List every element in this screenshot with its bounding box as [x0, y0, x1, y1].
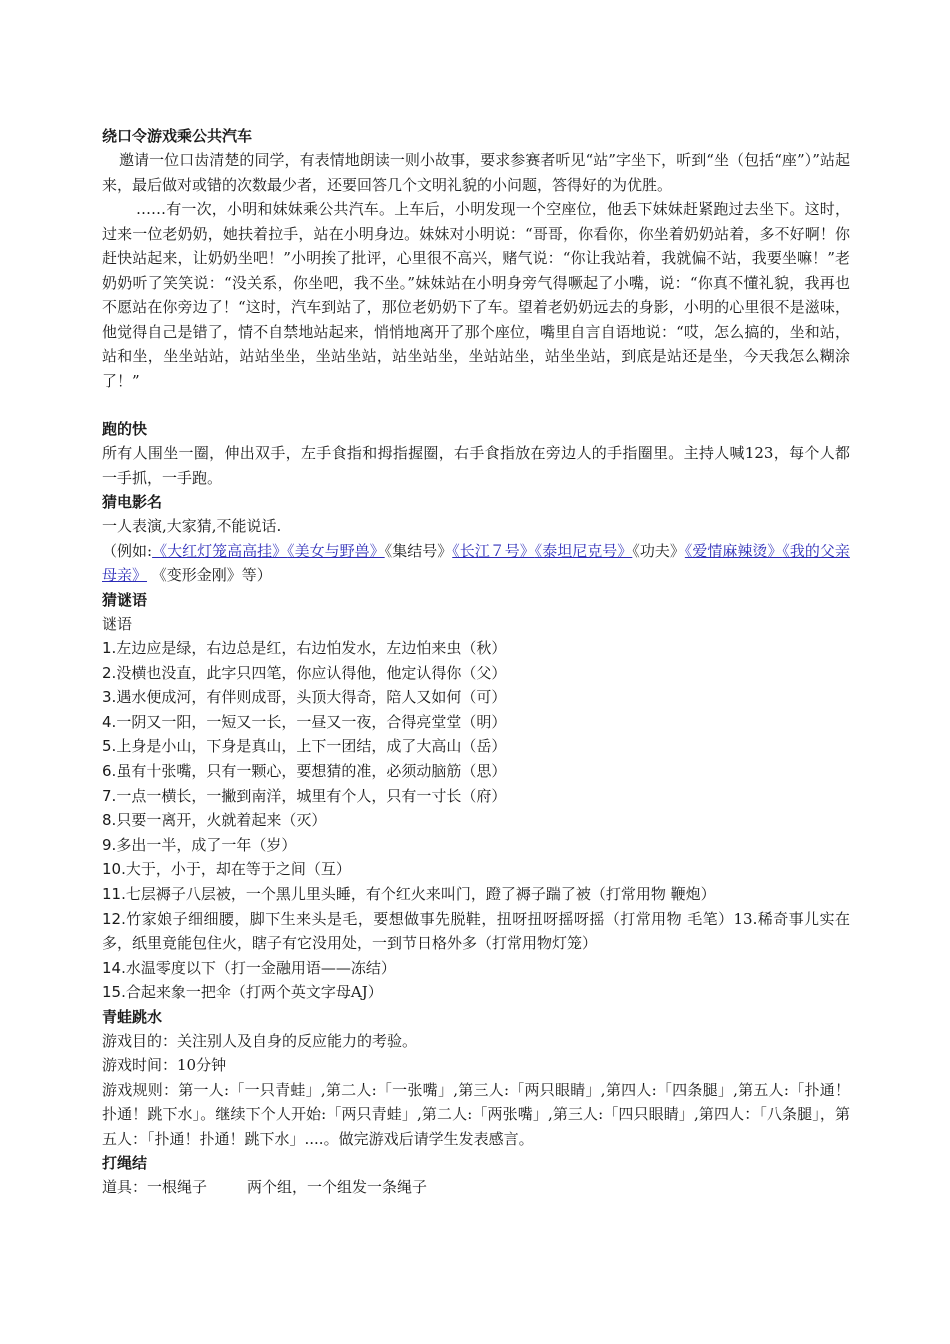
riddle-item: 11.七层褥子八层被，一个黑儿里头睡，有个红火来叫门，蹬了褥子踹了被（打常用物 鞭炮）: [102, 885, 716, 904]
section-title-knot-tying: 打绳结: [102, 1154, 148, 1173]
film-link[interactable]: 《美女与野兽》: [287, 541, 385, 560]
knot-props: 道具：一根绳子 两个组，一个组发一条绳子: [102, 1178, 428, 1197]
tongue-twister-story: ……有一次，小明和妹妹乘公共汽车。上车后，小明发现一个空座位，他丢下妹妹赶紧跑过去坐下。这时，过来一位老奶奶，她扶着拉手，站在小明身边。妹妹对小明说：“哥哥，你看你，你坐着奶奶站着，多不好啊！你赶快站起来，让奶奶坐吧！”小明挨了批评，心里很不高兴，赌气说：“你让我站着，我就偏不站，我要坐嘛！”老奶奶听了笑笑说：“没关系，你坐吧，我不坐。”妹妹站在小明身旁气得噘起了小嘴，说：“你真不懂礼貌，我再也不愿站在你旁边了！“这时，汽车到站了，那位老奶奶下了车。望着老奶奶远去的身影，小明的心里很不是滋味，他觉得自己是错了，情不自禁地站起来，悄悄地离开了那个座位，嘴里自言自语地说：“哎，怎么搞的，坐和站，站和坐，坐坐站站，站站坐坐，坐站坐站，站坐站坐，坐站站坐，站坐坐站，到底是站还是坐，今天我怎么糊涂了！”: [102, 200, 850, 390]
section-title-tongue-twister: 绕口令游戏乘公共汽车: [102, 127, 253, 145]
riddle-item: 2.没横也没直，此字只四笔，你应认得他，他定认得你（父）: [102, 663, 507, 682]
frog-time: 游戏时间：10分钟: [102, 1056, 227, 1075]
riddle-list: [102, 636, 850, 1005]
riddle-item: 8.只要一离开，火就着起来（灭）: [102, 811, 327, 830]
frog-purpose: 游戏目的：关注别人及自身的反应能力的考验。: [102, 1031, 418, 1050]
frog-rules: 游戏规则：第一人:「一只青蛙」,第二人:「一张嘴」,第三人:「两只眼睛」,第四人:「四条腿」,第五人:「扑通！扑通！跳下水」。继续下个人开始:「两只青蛙」,第二人:「两张嘴」,第三人:「四只眼睛」,第四人：「八条腿」，第五人：「扑通！扑通！跳下水」....。做完游戏后请学生发表感言。: [102, 1080, 850, 1148]
riddle-item: 4.一阴又一阳，一短又一长，一昼又一夜，合得亮堂堂（明）: [102, 712, 507, 731]
riddle-item: 14.水温零度以下（打一金融用语——冻结）: [102, 958, 396, 977]
film-title: 《集结号》: [384, 541, 453, 560]
riddle-item: 9.多出一半，成了一年（岁）: [102, 835, 297, 854]
riddles-subtitle: 谜语: [102, 614, 133, 633]
riddle-item: 15.合起来象一把伞（打两个英文字母AJ）: [102, 983, 383, 1002]
film-title: 《功夫》: [632, 541, 685, 560]
section-title-guess-movie: 猜电影名: [102, 493, 163, 511]
film-link[interactable]: 《爱情麻辣烫》: [684, 541, 783, 560]
examples-close: 《变形金刚》等）: [151, 566, 272, 584]
riddle-item: 5.上身是小山，下身是真山，上下一团结，成了大高山（岳）: [102, 737, 507, 756]
examples-open: （例如:: [102, 541, 153, 560]
riddle-item: 10.大于，小于，却在等于之间（互）: [102, 860, 351, 879]
film-link[interactable]: 《泰坦尼克号》: [534, 541, 633, 560]
section-title-run-fast: 跑的快: [102, 420, 148, 438]
film-link[interactable]: 《长江７号》: [452, 541, 535, 560]
tongue-twister-intro: 邀请一位口齿清楚的同学，有表情地朗读一则小故事，要求参赛者听见“站”字坐下，听到“坐（包括“座”）”站起来，最后做对或错的次数最少者，还要回答几个文明礼貌的小问题，答得好的为优胜。: [102, 151, 850, 194]
riddle-item: 3.遇水便成河，有伴则成哥，头顶大得奇，陪人又如何（可）: [102, 688, 507, 707]
document-content: [102, 124, 850, 1200]
movie-examples: [102, 539, 850, 588]
riddle-item: 6.虽有十张嘴，只有一颗心，要想猜的准，必须动脑筋（思）: [102, 762, 507, 781]
guess-movie-body: 一人表演,大家猜,不能说话.: [102, 517, 282, 535]
section-title-frog-jump: 青蛙跳水: [102, 1007, 163, 1026]
riddle-item: 1.左边应是绿，右边总是红，右边怕发水，左边怕来虫（秋）: [102, 639, 507, 658]
run-fast-body: 所有人围坐一圈，伸出双手，左手食指和拇指握圈，右手食指放在旁边人的手指圈里。主持人喊123，每个人都一手抓，一手跑。: [102, 444, 850, 487]
section-title-riddles: 猜谜语: [102, 590, 148, 609]
riddle-item: 12.竹家娘子细细腰，脚下生来头是毛，要想做事先脱鞋，扭呀扭呀摇呀摇（打常用物 毛笔）13.稀奇事儿实在多，纸里竟能包住火，瞎子有它没用处，一到节日格外多（打常用物灯笼）: [102, 909, 850, 953]
film-link[interactable]: 《大红灯笼高高挂》: [152, 541, 288, 560]
spacer: [102, 393, 850, 417]
riddle-item: 7.一点一横长，一撇到南洋，城里有个人，只有一寸长（府）: [102, 786, 507, 805]
film-link[interactable]: 《我的父亲母亲》: [102, 541, 850, 584]
